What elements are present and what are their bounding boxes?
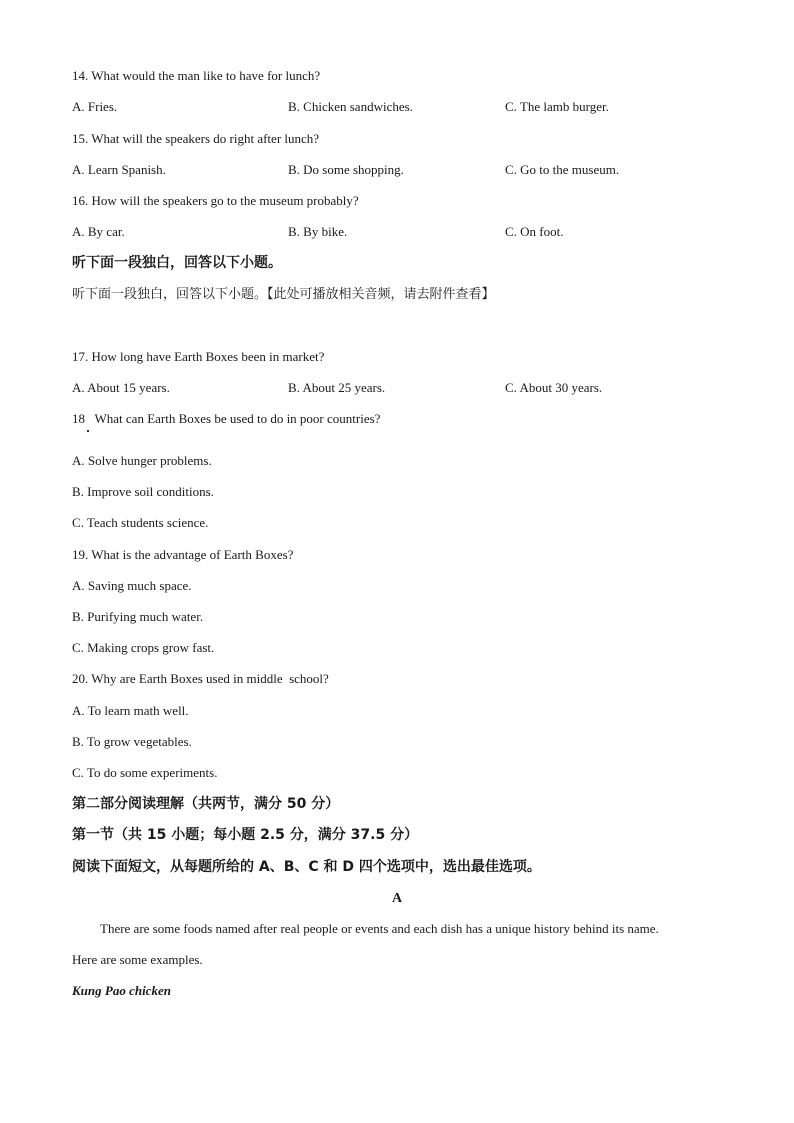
- question-14-option-b: B. Chicken sandwiches.: [288, 99, 413, 114]
- question-14-option-c: C. The lamb burger.: [505, 99, 609, 114]
- question-16-option-a: A. By car.: [72, 224, 125, 239]
- question-20-option-c: C. To do some experiments.: [72, 765, 218, 780]
- monologue-heading: 听下面一段独白，回答以下小题。: [72, 255, 282, 271]
- question-15-option-a: A. Learn Spanish.: [72, 162, 166, 177]
- question-15-option-b: B. Do some shopping.: [288, 162, 404, 177]
- question-15-option-c: C. Go to the museum.: [505, 162, 620, 177]
- part-two-title: 第二部分阅读理解（共两节，满分 50 分）: [72, 796, 340, 812]
- reading-instructions: 阅读下面短文，从每题所给的 A、B、C 和 D 四个选项中，选出最佳选项。: [72, 859, 541, 875]
- question-16-option-c: C. On foot.: [505, 224, 564, 239]
- question-16-stem: 16. How will the speakers go to the museum probably?: [72, 193, 359, 208]
- question-17-option-b: B. About 25 years.: [288, 380, 386, 395]
- question-20-option-b: B. To grow vegetables.: [72, 734, 192, 749]
- stray-dot-mark: [87, 430, 89, 432]
- passage-intro-line-2: Here are some examples.: [72, 952, 203, 967]
- dish-subheading: Kung Pao chicken: [72, 983, 171, 998]
- question-19-option-c: C. Making crops grow fast.: [72, 640, 215, 655]
- question-18-stem: 18 What can Earth Boxes be used to do in poor countries?: [72, 411, 381, 426]
- question-15-stem: 15. What will the speakers do right after lunch?: [72, 131, 320, 146]
- question-14-stem: 14. What would the man like to have for lunch?: [72, 68, 321, 83]
- question-19-stem: 19. What is the advantage of Earth Boxes?: [72, 547, 294, 562]
- question-19-option-a: A. Saving much space.: [72, 578, 192, 593]
- question-20-option-a: A. To learn math well.: [72, 703, 189, 718]
- question-14-option-a: A. Fries.: [72, 99, 118, 114]
- question-17-stem: 17. How long have Earth Boxes been in market?: [72, 349, 325, 364]
- question-17-option-a: A. About 15 years.: [72, 380, 170, 395]
- question-18-option-c: C. Teach students science.: [72, 515, 209, 530]
- monologue-audio-note: 听下面一段独白，回答以下小题。【此处可播放相关音频，请去附件查看】: [72, 287, 495, 302]
- question-19-option-b: B. Purifying much water.: [72, 609, 204, 624]
- question-17-option-c: C. About 30 years.: [505, 380, 603, 395]
- passage-label: A: [391, 891, 403, 906]
- question-16-option-b: B. By bike.: [288, 224, 348, 239]
- question-18-option-b: B. Improve soil conditions.: [72, 484, 214, 499]
- question-20-stem: 20. Why are Earth Boxes used in middle school?: [72, 671, 329, 686]
- question-18-option-a: A. Solve hunger problems.: [72, 453, 212, 468]
- section-one-title: 第一节（共 15 小题；每小题 2.5 分，满分 37.5 分）: [72, 827, 419, 843]
- passage-intro-line-1: There are some foods named after real people or events and each dish has a unique history behind its name.: [100, 921, 659, 936]
